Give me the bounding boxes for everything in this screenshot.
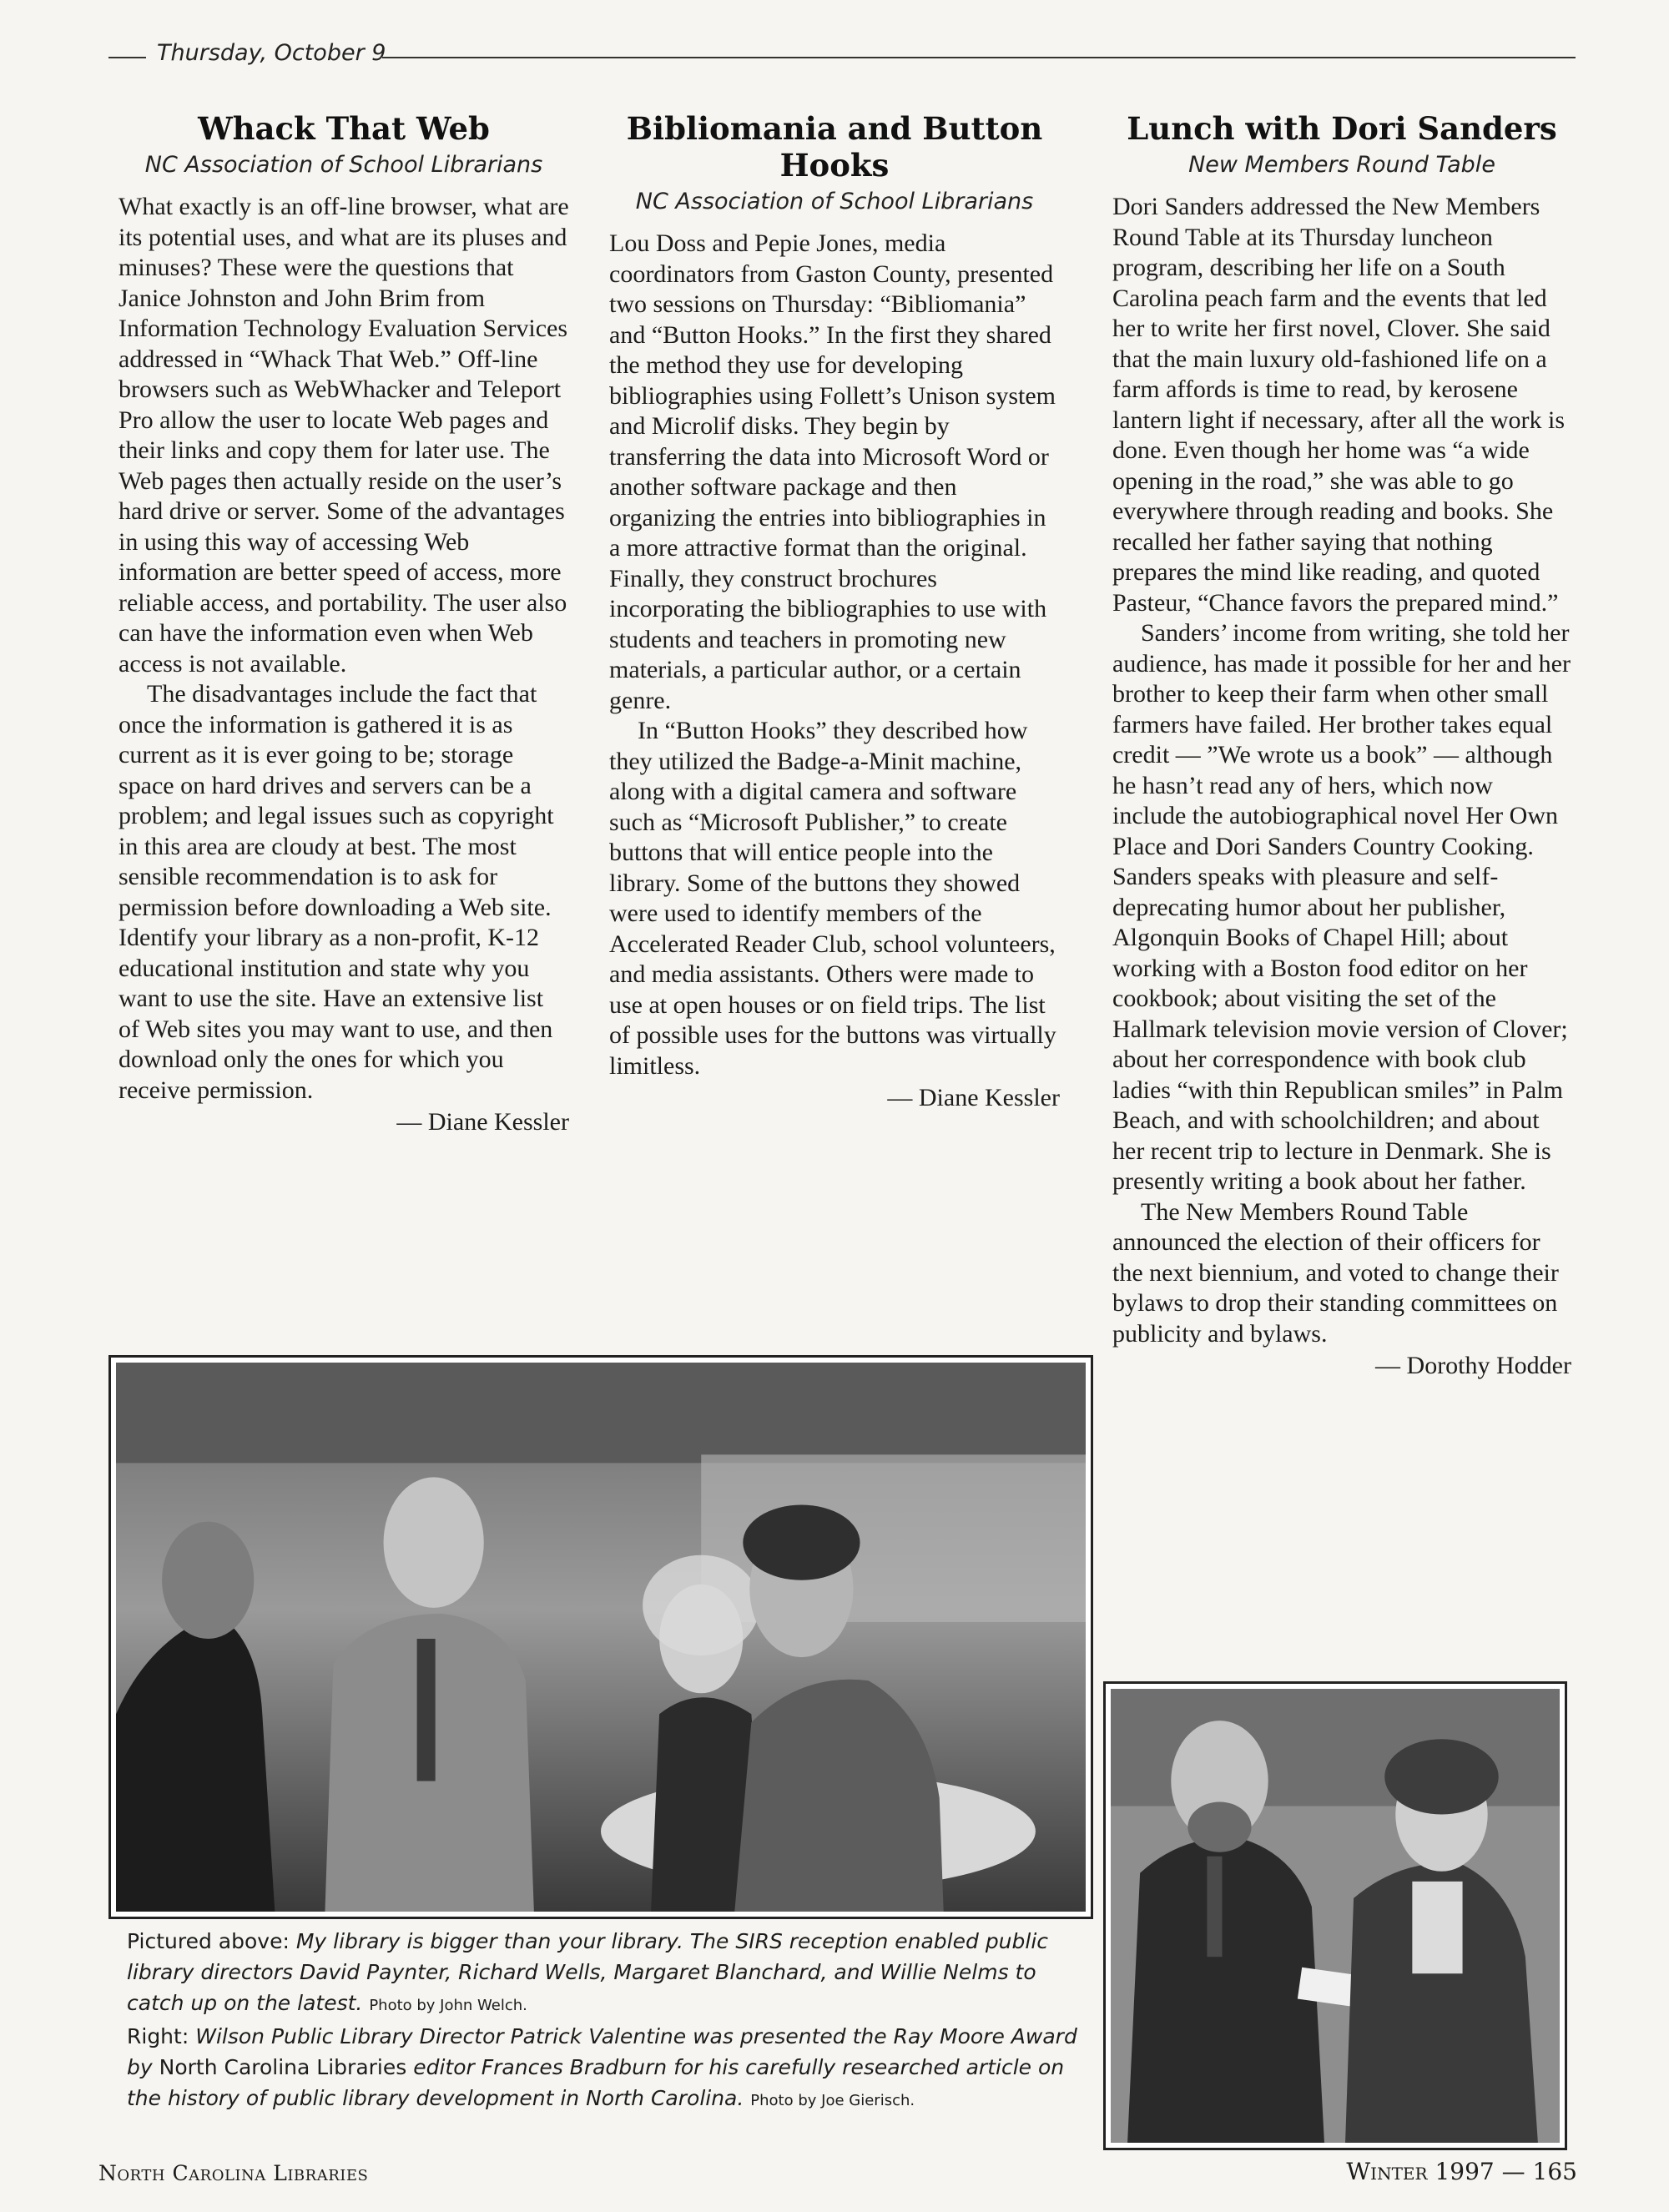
paragraph: The disadvantages include the fact that once the information is gathered it is as current as it is ever going to be; storage space on hard drives and servers can be a problem; and legal issues such as copyright in this area are cloudy at best. The most sensible recommendation is to ask for permission before downloading a Web site. Identify your library as a non-profit, K-12 educational institution and state why you want to use the site. Have an extensive list of Web sites you may want to use, and then download only the ones for which you receive permission. <box>118 680 554 1104</box>
article-title: Bibliomania and Button Hooks <box>626 110 1043 184</box>
article-byline: — Diane Kessler <box>887 1084 1060 1111</box>
paragraph: Sanders’ income from writing, she told her audience, has made it possible for her and her brother to keep their farm when other small farmers have failed. Her brother takes equal credit — ”We wrote us a book” — although he hasn’t read any of hers, which now include the autobiographical novel Her Own Place and Dori Sanders Country Cooking. Sanders speaks with pleasure and self-deprecating humor about her publisher, Algonquin Books of Chapel Hill; about working with a Boston food editor on her cookbook; about visiting the set of the Hallmark television movie version of Clover; about her correspondence with book club ladies “with thin Republican smiles” in Palm Beach, and with schoolchildren; and about her recent trip to lecture in Denmark. She is presently writing a book about her father. <box>1112 619 1571 1195</box>
caption-right-text-2: North Carolina Libraries <box>159 2055 407 2079</box>
caption-above-lead: Pictured above: <box>127 1929 290 1953</box>
caption-above-text: My library is bigger than your library. The SIRS reception enabled public library directors David Paynter, Richard Wells, Margaret Blanchard, and Willie Nelms to catch up on the latest. <box>127 1929 1049 2015</box>
article-byline: — Diane Kessler <box>396 1108 569 1136</box>
article-body <box>118 192 569 1106</box>
article-title: Whack That Web <box>198 110 490 147</box>
running-header <box>108 40 1576 73</box>
caption-above <box>127 1926 1087 2021</box>
article-whack-that-web <box>118 110 569 1137</box>
paragraph: Dori Sanders addressed the New Members Round Table at its Thursday luncheon program, describing her life on a South Carolina peach farm and the events that led her to write her first novel, Clover. She said that the main luxury old-fashioned life on a farm affords is time to read, by kerosene lantern light if necessary, after all the work is done. Even though her home was “a wide opening in the road,” she was able to go everywhere through reading and books. She recalled her father saying that nothing prepares the mind like reading, and quoted Pasteur, “Chance favors the prepared mind.” <box>1112 193 1566 617</box>
footer-publication: North Carolina Libraries <box>98 2161 369 2185</box>
award-photo-image <box>1111 1689 1560 2143</box>
caption-right-credit: Photo by Joe Gierisch. <box>750 2092 915 2109</box>
paragraph: Lou Doss and Pepie Jones, media coordinators from Gaston County, presented two sessions on Thursday: “Bibliomania” and “Button Hooks.” In the first they shared the method they use for developing bibliographies using Follett’s Unison system and Microlif disks. They begin by transferring the data into Microsoft Word or another software package and then organizing the entries into bibliographies in a more attractive format than the original. Finally, they construct brochures incorporating the bibliographies to use with students and teachers in promoting new materials, a particular author, or a certain genre. <box>609 229 1056 714</box>
article-byline: — Dorothy Hodder <box>1375 1352 1571 1379</box>
footer-issue-page: Winter 1997 — 165 <box>1346 2158 1577 2185</box>
article-bibliomania <box>609 110 1060 1113</box>
paragraph: In “Button Hooks” they described how they utilized the Badge-a-Minit machine, along with a digital camera and software such as “Microsoft Publisher,” to create buttons that will entice people into the library. Some of the buttons they showed were used to identify members of the Accelerated Reader Club, school volunteers, and media assistants. Others were made to use at open houses or on field trips. The list of possible uses for the buttons was virtually limitless. <box>609 717 1056 1080</box>
article-body <box>609 229 1060 1081</box>
article-title: Lunch with Dori Sanders <box>1127 110 1557 147</box>
article-body <box>1112 192 1571 1349</box>
header-rule-right <box>382 57 1576 58</box>
caption-right <box>127 2021 1087 2116</box>
article-subtitle: New Members Round Table <box>1188 152 1495 178</box>
caption-above-credit: Photo by John Welch. <box>369 1997 527 2014</box>
reception-photo <box>108 1355 1093 1919</box>
caption-right-text-1: Wilson Public Library Director Patrick Valentine was presented the Ray Moore Award by <box>127 2024 1077 2079</box>
header-rule-left <box>108 57 146 58</box>
header-date: Thursday, October 9 <box>157 40 386 66</box>
caption-right-lead: Right: <box>127 2024 189 2048</box>
article-subtitle: NC Association of School Librarians <box>144 152 543 178</box>
paragraph: The New Members Round Table announced the election of their officers for the next biennium, and voted to change their bylaws to drop their standing committees on publicity and bylaws. <box>1112 1197 1559 1348</box>
reception-photo-image <box>116 1363 1086 1912</box>
paragraph: What exactly is an off-line browser, what are its potential uses, and what are its pluses and minuses? These were the questions that Janice Johnston and John Brim from Information Technology Evaluation Services addressed in “Whack That Web.” Off-line browsers such as WebWhacker and Teleport Pro allow the user to locate Web pages and their links and copy them for later use. The Web pages then actually reside on the user’s hard drive or server. Some of the advantages in using this way of accessing Web information are better speed of access, more reliable access, and portability. The user also can have the information even when Web access is not available. <box>118 193 569 678</box>
caption-right-text-3: editor Frances Bradburn for his carefully researched article on the history of public library development in North Carolina. <box>127 2055 1065 2110</box>
article-lunch-dori-sanders <box>1112 110 1571 1381</box>
photo-captions <box>127 1926 1087 2116</box>
article-subtitle: NC Association of School Librarians <box>635 189 1034 214</box>
award-photo <box>1103 1681 1567 2150</box>
